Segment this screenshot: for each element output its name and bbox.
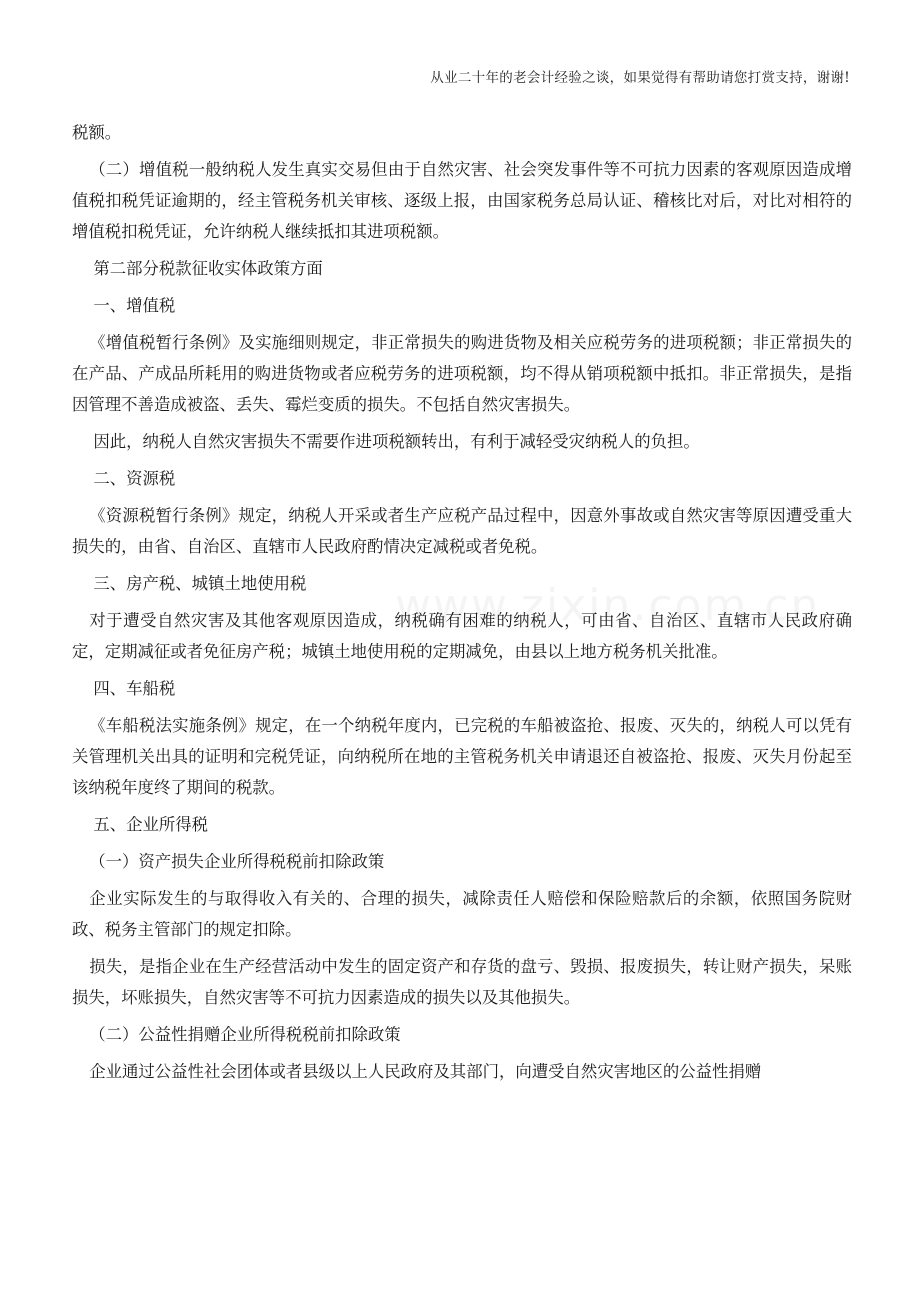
- subsection-heading: （一）资产损失企业所得税税前扣除政策: [89, 852, 385, 871]
- paragraph: （二）增值税一般纳税人发生真实交易但由于自然灾害、社会突发事件等不可抗力因素的客观原因造成增值税扣税凭证逾期的，经主管税务机关审核、逐级上报，由国家税务总局认证、稽核比对后，对比对相符的增值税扣税凭证，允许纳税人继续抵扣其进项税额。: [72, 160, 852, 241]
- section-heading: 第二部分税款征收实体政策方面: [93, 259, 323, 278]
- paragraph: 损失，是指企业在生产经营活动中发生的固定资产和存货的盘亏、毁损、报废损失，转让财产损失，呆账损失，坏账损失，自然灾害等不可抗力因素造成的损失以及其他损失。: [72, 957, 852, 1007]
- subsection-heading: （二）公益性捐赠企业所得税税前扣除政策: [89, 1025, 401, 1044]
- paragraph: 企业实际发生的与取得收入有关的、合理的损失，减除责任人赔偿和保险赔款后的余额，依照国务院财政、税务主管部门的规定扣除。: [72, 889, 852, 939]
- paragraph: 《车船税法实施条例》规定，在一个纳税年度内，已完税的车船被盗抢、报废、灭失的，纳税人可以凭有关管理机关出具的证明和完税凭证，向纳税所在地的主管税务机关申请退还自被盗抢、报废、灭失月份起至该纳税年度终了期间的税款。: [72, 716, 852, 797]
- paragraph: 《资源税暂行条例》规定，纳税人开采或者生产应税产品过程中，因意外事故或自然灾害等原因遭受重大损失的，由省、自治区、直辖市人民政府酌情决定减税或者免税。: [72, 506, 852, 556]
- section-heading: 二、资源税: [93, 469, 176, 488]
- paragraph: 企业通过公益性社会团体或者县级以上人民政府及其部门，向遭受自然灾害地区的公益性捐赠: [89, 1062, 762, 1081]
- section-heading: 三、房产税、城镇土地使用税: [93, 574, 307, 593]
- document-body: [72, 117, 852, 1093]
- paragraph: 对于遭受自然灾害及其他客观原因造成，纳税确有困难的纳税人，可由省、自治区、直辖市人民政府确定，定期减征或者免征房产税；城镇土地使用税的定期减免，由县以上地方税务机关批准。: [72, 611, 852, 661]
- paragraph: 因此，纳税人自然灾害损失不需要作进项税额转出，有利于减轻受灾纳税人的负担。: [93, 432, 700, 451]
- header-note: 从业二十年的老会计经验之谈，如果觉得有帮助请您打赏支持，谢谢!: [430, 70, 850, 86]
- section-heading: 一、增值税: [93, 296, 176, 315]
- paragraph: 税额。: [72, 123, 122, 142]
- paragraph: 《增值税暂行条例》及实施细则规定，非正常损失的购进货物及相关应税劳务的进项税额；非正常损失的在产品、产成品所耗用的购进货物或者应税劳务的进项税额，均不得从销项税额中抵扣。非正常损失，是指因管理不善造成被盗、丢失、霉烂变质的损失。不包括自然灾害损失。: [72, 333, 852, 414]
- section-heading: 五、企业所得税: [93, 815, 209, 834]
- section-heading: 四、车船税: [93, 679, 176, 698]
